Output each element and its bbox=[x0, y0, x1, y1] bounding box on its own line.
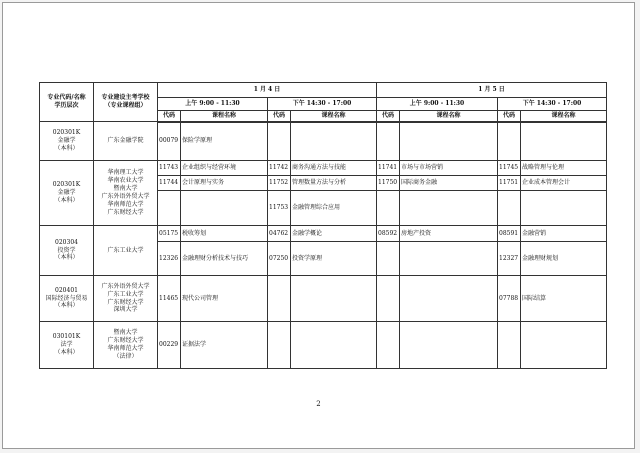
table-row bbox=[40, 276, 607, 322]
course-name: 国际商务金融 bbox=[400, 176, 498, 191]
school-cell: 广东工业大学 bbox=[94, 226, 158, 276]
course-code: 11465 bbox=[158, 276, 181, 322]
course-name: 企业成本管理会计 bbox=[521, 176, 607, 191]
school-cell: 华南理工大学 华南农业大学 暨南大学 广东外语外贸大学 华南师范大学 广东财经大学 bbox=[94, 161, 158, 226]
course-code: 11751 bbox=[498, 176, 521, 191]
course-code: 00079 bbox=[158, 122, 181, 161]
course-name bbox=[521, 322, 607, 369]
exam-schedule-table bbox=[39, 82, 607, 369]
header-slot: 下午 14:30 - 17:00 bbox=[268, 98, 377, 111]
course-name: 市场与市场营销 bbox=[400, 161, 498, 176]
course-name bbox=[291, 322, 377, 369]
course-name bbox=[400, 276, 498, 322]
course-code bbox=[498, 122, 521, 161]
course-code: 11744 bbox=[158, 176, 181, 191]
course-name bbox=[521, 122, 607, 161]
course-code bbox=[158, 191, 181, 226]
course-name bbox=[291, 122, 377, 161]
course-name: 保险学原理 bbox=[181, 122, 268, 161]
header-school: 专业建设主考学校 （专业课程组） bbox=[94, 83, 158, 122]
course-code: 11752 bbox=[268, 176, 291, 191]
header-slot: 上午 9:00 - 11:30 bbox=[158, 98, 268, 111]
major-cell: 020401 国际经济与贸易 （本科） bbox=[40, 276, 94, 322]
school-cell: 暨南大学 广东财经大学 华南师范大学 （法律） bbox=[94, 322, 158, 369]
course-name: 金融管理综合应用 bbox=[291, 191, 377, 226]
course-name: 投资学原理 bbox=[291, 242, 377, 276]
major-cell: 020304 投资学 （本科） bbox=[40, 226, 94, 276]
course-name: 税收筹划 bbox=[181, 226, 268, 242]
header-slot: 下午 14:30 - 17:00 bbox=[498, 98, 607, 111]
table-row bbox=[40, 161, 607, 176]
course-name: 企业组织与经营环境 bbox=[181, 161, 268, 176]
course-code: 08592 bbox=[377, 226, 400, 242]
course-name bbox=[400, 122, 498, 161]
header-row-dates bbox=[40, 83, 607, 98]
course-code: 05175 bbox=[158, 226, 181, 242]
course-code bbox=[268, 322, 291, 369]
document-page bbox=[2, 2, 635, 449]
course-code bbox=[377, 191, 400, 226]
course-code: 11742 bbox=[268, 161, 291, 176]
course-code: 07250 bbox=[268, 242, 291, 276]
school-cell: 广东外语外贸大学 广东工业大学 广东财经大学 深圳大学 bbox=[94, 276, 158, 322]
course-code: 11745 bbox=[498, 161, 521, 176]
table-row bbox=[40, 122, 607, 161]
header-date-1: 1 月 4 日 bbox=[158, 83, 377, 98]
header-date-2: 1 月 5 日 bbox=[377, 83, 607, 98]
header-course: 课程名称 bbox=[400, 111, 498, 122]
course-code bbox=[268, 276, 291, 322]
course-name bbox=[291, 276, 377, 322]
course-name: 金融学概论 bbox=[291, 226, 377, 242]
course-code: 07788 bbox=[498, 276, 521, 322]
course-code: 12326 bbox=[158, 242, 181, 276]
course-code: 04762 bbox=[268, 226, 291, 242]
header-course: 课程名称 bbox=[521, 111, 607, 122]
course-name: 战略管理与伦理 bbox=[521, 161, 607, 176]
header-code: 代码 bbox=[377, 111, 400, 122]
course-code bbox=[377, 322, 400, 369]
major-cell: 030101K 法学 （本科） bbox=[40, 322, 94, 369]
course-name: 管理数量方法与分析 bbox=[291, 176, 377, 191]
course-name bbox=[400, 242, 498, 276]
course-code: 11753 bbox=[268, 191, 291, 226]
course-code bbox=[268, 122, 291, 161]
course-name: 金融营销 bbox=[521, 226, 607, 242]
header-code: 代码 bbox=[268, 111, 291, 122]
course-code: 00229 bbox=[158, 322, 181, 369]
course-code bbox=[498, 322, 521, 369]
course-code bbox=[377, 242, 400, 276]
course-name: 房地产投资 bbox=[400, 226, 498, 242]
course-code bbox=[377, 122, 400, 161]
course-code: 12327 bbox=[498, 242, 521, 276]
header-slot: 上午 9:00 - 11:30 bbox=[377, 98, 498, 111]
header-course: 课程名称 bbox=[291, 111, 377, 122]
course-name: 商务沟通方法与技能 bbox=[291, 161, 377, 176]
course-name: 会计原理与实务 bbox=[181, 176, 268, 191]
major-cell: 020301K 金融学 （本科） bbox=[40, 161, 94, 226]
course-code: 08591 bbox=[498, 226, 521, 242]
course-name: 国际结算 bbox=[521, 276, 607, 322]
page-number: 2 bbox=[316, 400, 321, 408]
header-code: 代码 bbox=[158, 111, 181, 122]
table-row bbox=[40, 226, 607, 242]
course-name: 证据法学 bbox=[181, 322, 268, 369]
course-code bbox=[498, 191, 521, 226]
course-name bbox=[521, 191, 607, 226]
course-name bbox=[400, 191, 498, 226]
header-code: 代码 bbox=[498, 111, 521, 122]
course-name: 金融理财规划 bbox=[521, 242, 607, 276]
course-name: 现代公司管理 bbox=[181, 276, 268, 322]
course-name bbox=[181, 191, 268, 226]
table-row bbox=[40, 322, 607, 369]
course-name: 金融理财分析技术与技巧 bbox=[181, 242, 268, 276]
header-major: 专业代码/名称 学历层次 bbox=[40, 83, 94, 122]
course-code bbox=[377, 276, 400, 322]
major-cell: 020301K 金融学 （本科） bbox=[40, 122, 94, 161]
course-code: 11750 bbox=[377, 176, 400, 191]
course-code: 11743 bbox=[158, 161, 181, 176]
header-course: 课程名称 bbox=[181, 111, 268, 122]
course-code: 11741 bbox=[377, 161, 400, 176]
course-name bbox=[400, 322, 498, 369]
school-cell: 广东金融学院 bbox=[94, 122, 158, 161]
